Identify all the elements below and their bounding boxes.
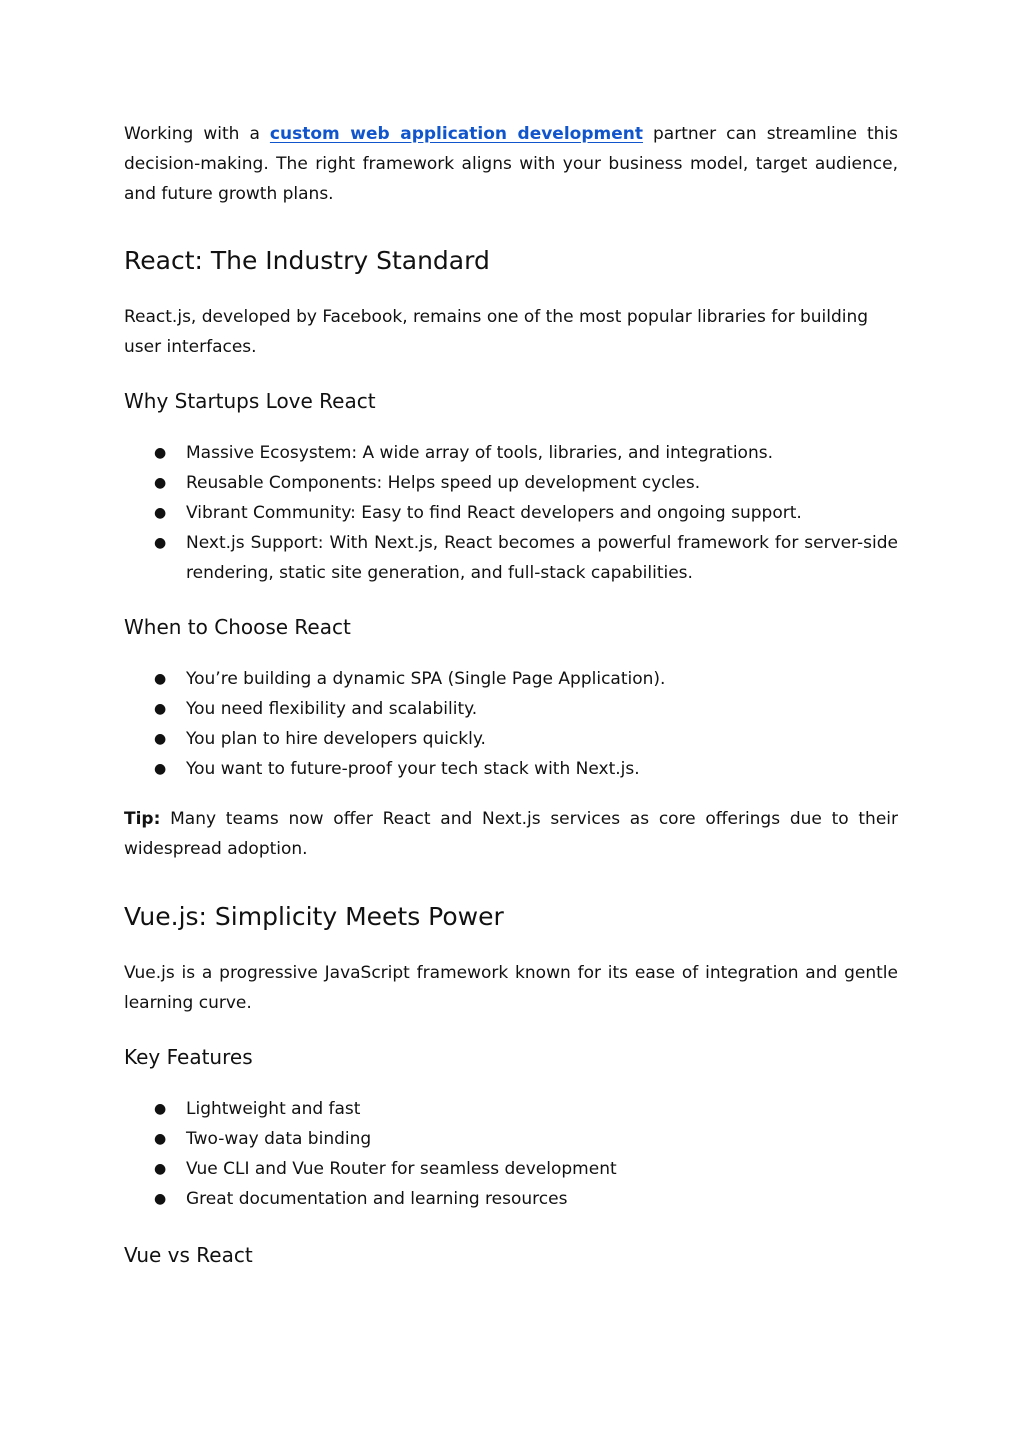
vue-vs-react-heading: Vue vs React (124, 1243, 253, 1267)
bullet-icon: ● (154, 445, 167, 461)
list-item (124, 438, 898, 468)
bullet-icon: ● (154, 1191, 167, 1207)
list-item (124, 664, 898, 694)
list-item-text: Two-way data binding (186, 1129, 372, 1149)
bullet-icon: ● (154, 671, 167, 687)
document-page (124, 119, 898, 1270)
list-item-text: Next.js Support: With Next.js, React becomes a powerful framework for server-side rendering, static site generation, and full-stack capabilities. (186, 533, 898, 583)
list-item (124, 694, 898, 724)
list-item-text: Vue CLI and Vue Router for seamless development (186, 1159, 617, 1179)
list-item-text: Reusable Components: Helps speed up development cycles. (186, 473, 701, 493)
tip-paragraph (124, 804, 898, 864)
tip-text: Many teams now offer React and Next.js services as core offerings due to their widespread adoption. (124, 809, 898, 859)
vue-features-list (124, 1094, 898, 1214)
bullet-icon: ● (154, 475, 167, 491)
bullet-icon: ● (154, 535, 167, 551)
list-item-text: You want to future-proof your tech stack with Next.js. (186, 759, 640, 779)
when-to-choose-react-heading: When to Choose React (124, 615, 351, 639)
list-item (124, 754, 898, 784)
intro-text-after-link: partner can streamline this decision-making. The right framework aligns with your business model, target audience, and future growth plans. (124, 124, 898, 204)
list-item (124, 1124, 898, 1154)
bullet-icon: ● (154, 505, 167, 521)
bullet-icon: ● (154, 1131, 167, 1147)
react-description: React.js, developed by Facebook, remains one of the most popular libraries for building user interfaces. (124, 307, 869, 357)
bullet-icon: ● (154, 1101, 167, 1117)
list-item-text: You’re building a dynamic SPA (Single Page Application). (186, 669, 666, 689)
when-react-list (124, 664, 898, 784)
custom-web-app-development-link[interactable]: custom web application development (269, 124, 643, 144)
vue-description: Vue.js is a progressive JavaScript framework known for its ease of integration and gentle learning curve. (124, 963, 898, 1013)
bullet-icon: ● (154, 1161, 167, 1177)
react-heading: React: The Industry Standard (124, 246, 490, 275)
list-item (124, 498, 898, 528)
list-item (124, 1154, 898, 1184)
list-item-text: Vibrant Community: Easy to find React developers and ongoing support. (186, 503, 802, 523)
bullet-icon: ● (154, 761, 167, 777)
tip-label: Tip: (124, 809, 161, 829)
list-item (124, 1184, 898, 1214)
list-item-text: Lightweight and fast (186, 1099, 361, 1119)
vue-heading: Vue.js: Simplicity Meets Power (124, 902, 504, 931)
why-react-list (124, 438, 898, 588)
intro-text-before-link: Working with a (124, 124, 270, 144)
key-features-heading: Key Features (124, 1045, 253, 1069)
list-item-text: Massive Ecosystem: A wide array of tools, libraries, and integrations. (186, 443, 773, 463)
why-startups-love-react-heading: Why Startups Love React (124, 389, 376, 413)
list-item (124, 1094, 898, 1124)
list-item (124, 468, 898, 498)
bullet-icon: ● (154, 701, 167, 717)
list-item-text: You plan to hire developers quickly. (186, 729, 486, 749)
bullet-icon: ● (154, 731, 167, 747)
list-item (124, 528, 898, 588)
list-item-text: You need flexibility and scalability. (186, 699, 478, 719)
list-item (124, 724, 898, 754)
intro-paragraph (124, 119, 898, 209)
list-item-text: Great documentation and learning resources (186, 1189, 568, 1209)
